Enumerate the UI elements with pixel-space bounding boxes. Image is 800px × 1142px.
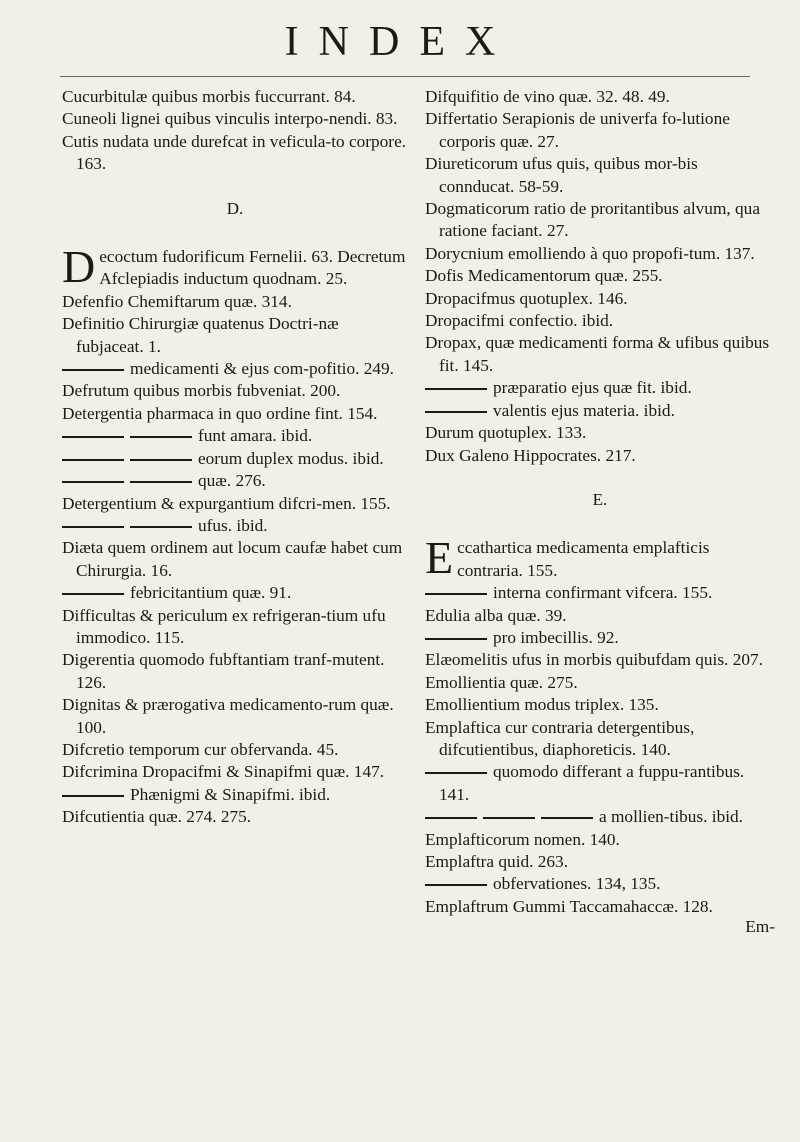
entry-text: Dogmaticorum ratio de proritantibus alvum, qua ratione faciant. 27. (425, 199, 760, 241)
entry-text: eorum duplex modus. ibid. (198, 448, 384, 468)
index-entry (425, 153, 775, 198)
entry-text: Dofis Medicamentorum quæ. 255. (425, 266, 663, 286)
index-entry (62, 582, 408, 604)
index-entry (62, 605, 408, 650)
index-entry (62, 784, 408, 806)
ditto-rule (541, 817, 593, 819)
entry-text: Durum quotuplex. 133. (425, 423, 587, 443)
index-entry (425, 873, 775, 895)
index-entry (425, 851, 775, 873)
index-entry (62, 694, 408, 739)
left-column (62, 86, 408, 829)
entry-text: Elæomelitis ufus in morbis quibufdam quis. 207. (425, 650, 763, 670)
entry-text: Difcutientia quæ. 274. 275. (62, 807, 252, 827)
index-entry (425, 761, 775, 806)
index-entry (62, 86, 408, 108)
ditto-rule (483, 817, 535, 819)
index-entry (425, 86, 775, 108)
index-entry (425, 377, 775, 399)
entry-text: Emplafticorum nomen. 140. (425, 829, 620, 849)
catchword: Em- (745, 917, 775, 937)
entry-text: ufus. ibid. (198, 515, 268, 535)
index-entry (62, 313, 408, 358)
entry-text: Detergentium & expurgantium difcri-men. 155. (62, 493, 391, 513)
index-entry (62, 131, 408, 176)
entry-text: Dropacifmus quotuplex. 146. (425, 288, 628, 308)
entry-text: a mollien-tibus. ibid. (599, 807, 743, 827)
entry-text: Dux Galeno Hippocrates. 217. (425, 445, 636, 465)
index-entry (62, 470, 408, 492)
entry-text: Difficultas & periculum ex refrigeran-tium ufu immodico. 115. (62, 605, 386, 647)
index-entry (425, 198, 775, 243)
entry-text: Defenfio Chemiftarum quæ. 314. (62, 291, 292, 311)
index-entry (425, 332, 775, 377)
entry-text: Dorycnium emolliendo à quo propofi-tum. 137. (425, 243, 755, 263)
index-entry (425, 694, 775, 716)
index-entry (425, 649, 775, 671)
index-entry (62, 291, 408, 313)
index-entry (62, 241, 408, 293)
entry-text: Dropacifmi confectio. ibid. (425, 311, 614, 331)
index-entry (425, 829, 775, 851)
ditto-rule (425, 411, 487, 413)
index-entry (425, 243, 775, 265)
ditto-rule (62, 593, 124, 595)
ditto-rule (62, 459, 124, 461)
ditto-rule (425, 388, 487, 390)
entry-text: Dropax, quæ medicamenti forma & ufibus quibus fit. 145. (425, 333, 770, 375)
ditto-rule (425, 593, 487, 595)
entry-text: Digerentia quomodo fubftantiam tranf-mutent. 126. (62, 650, 385, 692)
ditto-rule (425, 884, 487, 886)
drop-cap: D (62, 241, 96, 293)
entry-text: Difcretio temporum cur obfervanda. 45. (62, 739, 339, 759)
entry-text: Emplaftica cur contraria detergentibus, difcutientibus, diaphoreticis. 140. (425, 717, 695, 759)
index-entry (425, 445, 775, 467)
index-entry (425, 310, 775, 332)
ditto-rule (130, 481, 192, 483)
index-entry (62, 108, 408, 130)
index-entry (62, 739, 408, 761)
entry-text: præparatio ejus quæ fit. ibid. (493, 378, 692, 398)
entry-text: quomodo differant a fuppu-rantibus. 141. (439, 762, 745, 804)
index-entry (62, 493, 408, 515)
index-entry (425, 288, 775, 310)
ditto-rule (62, 369, 124, 371)
entry-text: medicamenti & ejus com-pofitio. 249. (130, 359, 394, 379)
entry-text: Cucurbitulæ quibus morbis fuccurrant. 84. (62, 87, 356, 106)
ditto-rule (62, 795, 124, 797)
ditto-rule (130, 526, 192, 528)
entry-text: obfervationes. 134, 135. (493, 874, 661, 894)
index-entry (425, 582, 775, 604)
entry-text: Diureticorum ufus quis, quibus mor-bis connducat. 58-59. (425, 154, 698, 196)
index-entry (62, 358, 408, 380)
index-entry (425, 627, 775, 649)
index-entry (425, 532, 775, 584)
entry-text: Differtatio Serapionis de univerfa fo-lutione corporis quæ. 27. (425, 109, 730, 151)
drop-cap: E (425, 532, 454, 584)
entry-text: Detergentia pharmaca in quo ordine fint. 154. (62, 403, 378, 423)
entry-text: Difcrimina Dropacifmi & Sinapifmi quæ. 147. (62, 762, 385, 782)
index-entry (425, 422, 775, 444)
index-entry (425, 806, 775, 828)
index-entry (62, 761, 408, 783)
ditto-rule (425, 638, 487, 640)
entry-text: Cutis nudata unde durefcat in veficula-to corpore. 163. (62, 131, 407, 174)
entry-text: Emollientia quæ. 275. (425, 672, 578, 692)
index-entry (425, 896, 775, 918)
ditto-rule (62, 526, 124, 528)
entry-text: Difquifitio de vino quæ. 32. 48. 49. (425, 87, 670, 106)
ditto-rule (425, 817, 477, 819)
entry-text: valentis ejus materia. ibid. (493, 400, 675, 420)
index-entry (62, 806, 408, 828)
entry-text: Diæta quem ordinem aut locum caufæ habet cum Chirurgia. 16. (62, 538, 403, 580)
ditto-rule (130, 436, 192, 438)
entry-text: febricitantium quæ. 91. (130, 583, 292, 603)
entry-text: Phænigmi & Sinapifmi. ibid. (130, 784, 331, 804)
entry-text: Emplaftrum Gummi Taccamahaccæ. 128. (425, 896, 713, 916)
index-entry (62, 515, 408, 537)
index-entry (425, 265, 775, 287)
entry-text: Emplaftra quid. 263. (425, 852, 569, 871)
entry-text: funt amara. ibid. (198, 426, 313, 446)
index-entry (62, 537, 408, 582)
index-entry (425, 717, 775, 762)
entry-text: Defrutum quibus morbis fubveniat. 200. (62, 381, 341, 401)
ditto-rule (62, 436, 124, 438)
entry-text: pro imbecillis. 92. (493, 627, 619, 647)
entry-text: Dignitas & prærogativa medicamento-rum quæ. 100. (62, 695, 394, 737)
index-entry (425, 400, 775, 422)
index-entry (425, 605, 775, 627)
index-entry (62, 425, 408, 447)
entry-text: Definitio Chirurgiæ quatenus Doctri-næ fubjaceat. 1. (62, 314, 339, 356)
right-column (425, 86, 775, 939)
ditto-rule (130, 459, 192, 461)
entry-text: Emollientium modus triplex. 135. (425, 695, 659, 715)
entry-text: Edulia alba quæ. 39. (425, 605, 567, 625)
index-entry (62, 649, 408, 694)
entry-text: Cuneoli lignei quibus vinculis interpo-nendi. 83. (62, 109, 398, 129)
index-entry (62, 448, 408, 470)
entry-text: ecoctum fudorificum Fernelii. 63. Decretum Afclepiadis inductum quodnam. 25. (99, 247, 406, 289)
index-entry (425, 672, 775, 694)
index-entry (62, 380, 408, 402)
header-rule (60, 76, 750, 77)
entry-text: quæ. 276. (198, 471, 266, 491)
entry-text: interna confirmant vifcera. 155. (493, 583, 713, 603)
ditto-rule (425, 772, 487, 774)
section-letter: D. (226, 198, 244, 218)
entry-text: ccathartica medicamenta emplafticis contraria. 155. (457, 538, 710, 580)
ditto-rule (62, 481, 124, 483)
index-entry (425, 108, 775, 153)
section-letter: E. (592, 489, 608, 509)
index-entry (62, 403, 408, 425)
page-header: INDEX (284, 19, 516, 65)
